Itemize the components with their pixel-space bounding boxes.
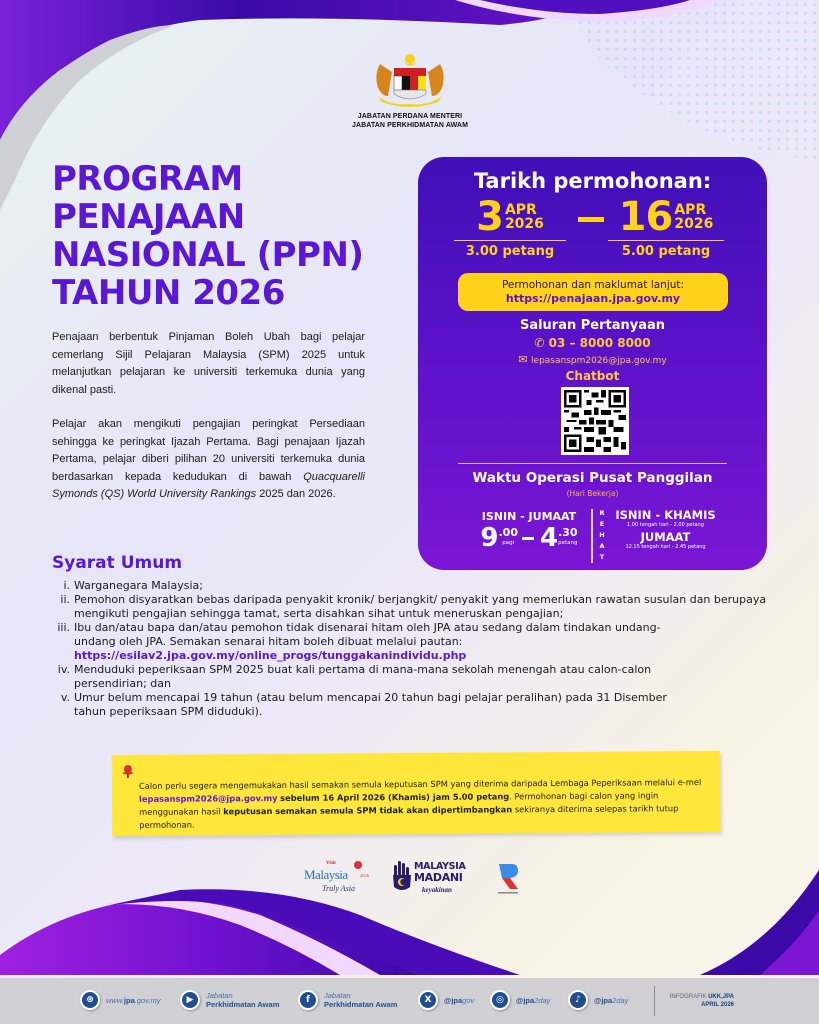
tiktok-handle-suffix: 2day	[612, 995, 629, 1005]
operating-days: ISNIN - JUMAAT	[481, 510, 577, 523]
item-number: iv.	[57, 663, 70, 676]
madani-hand-icon	[392, 861, 412, 891]
item-text: Umur belum mencapai 19 tahun (atau belum mencapai 20 tahun bagi pelajar peralihan) pada 31 Disember tahun peperiksaan SPM diduduki).	[74, 691, 667, 718]
break-hours	[608, 509, 723, 551]
intro-p2-end: 2025 dan 2026.	[256, 488, 336, 500]
intro-paragraph-2	[52, 416, 365, 504]
application-info-card	[418, 157, 767, 570]
infographic-credit	[662, 993, 734, 1009]
date-range-dash	[578, 217, 604, 222]
start-year: 2026	[504, 216, 544, 232]
globe-icon: ⊕	[80, 990, 100, 1010]
item-number: iii.	[57, 621, 70, 634]
rehat-letter: E	[599, 520, 605, 528]
list-item	[52, 593, 772, 621]
rehat-letter: T	[599, 553, 605, 561]
x-handle-suffix: gov	[462, 995, 475, 1005]
malaysia-madani-logo	[392, 859, 482, 903]
visit-malaysia-logo	[304, 861, 374, 901]
rehat-vertical-label	[598, 508, 606, 563]
item-number: v.	[60, 691, 70, 704]
start-date-line	[454, 240, 566, 241]
tiktok-handle-bold: @jpa	[594, 995, 613, 1005]
intro-p2-italic: Quacquarelli Symonds (QS) World University Rankings	[52, 470, 365, 500]
madani-tagline: keyakinan	[422, 886, 452, 894]
break1-days: ISNIN - KHAMIS	[615, 508, 716, 522]
application-url-link[interactable]: https://penajaan.jpa.gov.my	[505, 292, 681, 305]
important-note	[112, 751, 721, 836]
item-text: Ibu dan/atau bapa dan/atau pemohon tidak disenarai hitam oleh JPA atau sedang dalam tindakan undang-undang oleh JPA. Semakan senarai hitam boleh dibuat melalui pautan:	[74, 621, 661, 648]
youtube-line-1: Jabatan	[206, 991, 233, 1000]
facebook-line-1: Jabatan	[324, 991, 351, 1000]
page-title	[52, 160, 402, 312]
phone-icon: ✆	[534, 336, 549, 350]
footer-youtube[interactable]	[180, 990, 279, 1010]
break2-time: 12.15 tengah hari - 2.45 petang	[625, 544, 706, 550]
requirements-list	[52, 579, 772, 719]
facebook-line-2: Perkhidmatan Awam	[324, 1000, 398, 1009]
requirements-title: Syarat Umum	[52, 553, 183, 573]
truly-asia-text: Truly Asia	[322, 884, 355, 893]
partner-logos	[300, 855, 530, 905]
item-text: Menduduki peperiksaan SPM 2025 buat kali pertama di mana-mana sekolah menengah atau calon-calon persendirian; dan	[74, 663, 652, 690]
web-suffix: .gov.my	[134, 995, 161, 1005]
open-hour: 9	[480, 523, 499, 553]
close-minute: .30	[558, 526, 578, 539]
start-time: 3.00 petang	[465, 244, 555, 259]
footer-tiktok[interactable]	[568, 990, 628, 1010]
start-month: APR	[504, 202, 537, 218]
government-crest	[351, 52, 469, 130]
visit-malaysia-text: Malaysia	[304, 867, 348, 882]
title-line-1: PROGRAM	[52, 159, 243, 199]
mail-icon: ✉	[518, 353, 532, 366]
flower-icon	[354, 861, 362, 869]
note-part: Calon perlu segera mengemukakan hasil semakan semula keputusan SPM yang diterima daripada Lembaga Peperiksaan melalui e-mel	[138, 777, 702, 791]
list-item	[52, 621, 772, 663]
x-handle-bold: @jpa	[444, 995, 463, 1005]
title-line-3: NASIONAL (PPN)	[52, 235, 364, 275]
item-number: ii.	[60, 593, 70, 606]
open-minute: .00	[498, 526, 518, 539]
ig-handle-bold: @jpa	[516, 995, 535, 1005]
item-text: Warganegara Malaysia;	[74, 579, 203, 592]
end-date	[608, 194, 724, 259]
madani-line-2: MADANI	[414, 871, 463, 884]
open-period: pagi	[502, 540, 515, 546]
footer-separator	[654, 986, 655, 1016]
note-part: . Permohonan bagi calon yang ingin menggunakan hasil	[139, 790, 659, 817]
crest-line-2: JABATAN PERKHIDMATAN AWAM	[351, 122, 469, 129]
qr-code-icon	[564, 390, 626, 452]
item-text: Pemohon disyaratkan bebas daripada penyakit kronik/ berjangkit/ penyakit yang memerlukan rawatan susulan dan berupaya mengikuti pengajian sehingga tamat, serta disahkan sihat untuk meneruskan pengajian;	[74, 593, 767, 620]
blacklist-check-link[interactable]: https://esilav2.jpa.gov.my/online_progs/tunggakanindividu.php	[74, 649, 467, 662]
start-date	[454, 194, 566, 259]
chatbot-label: Chatbot	[565, 369, 620, 383]
title-line-2: PENAJAAN	[52, 197, 245, 237]
hours-dash	[522, 537, 534, 540]
application-link-box[interactable]	[458, 273, 728, 311]
intro-text	[52, 329, 365, 521]
break2-days: JUMAAT	[640, 530, 691, 544]
operating-hours	[470, 510, 588, 551]
end-day: 16	[618, 194, 673, 240]
hours-separator	[591, 509, 593, 563]
rehat-letter: R	[599, 509, 605, 517]
note-text	[139, 776, 709, 832]
break1-time: 1.00 tengah hari - 2.00 petang	[627, 522, 704, 528]
web-bold: jpa	[123, 995, 135, 1005]
item-number: i.	[63, 579, 70, 592]
intro-p2-text: Pelajar akan mengikuti pengajian peringkat Persediaan sehingga ke peringkat Ijazah Pertama. Bagi penajaan Ijazah Pertama, pelajar diberi pilihan 20 universiti terkemuka dunia berdasarkan kepada kedudukan di bawah	[52, 418, 365, 483]
instagram-icon: ◎	[490, 990, 510, 1010]
x-twitter-icon: X	[418, 990, 438, 1010]
visit-text: Visit	[326, 861, 336, 866]
pushpin-icon	[122, 765, 134, 779]
title-line-4: TAHUN 2026	[52, 273, 285, 313]
rehat-letter: H	[599, 531, 605, 539]
card-divider	[458, 463, 727, 464]
list-item	[52, 691, 772, 719]
note-warning: keputusan semakan semula SPM tidak akan dipertimbangkan	[223, 804, 513, 817]
email-text: lepasanspm2026@jpa.gov.my	[531, 356, 667, 366]
inquiry-title: Saluran Pertanyaan	[519, 318, 666, 333]
link-label: Permohonan dan maklumat lanjut:	[501, 279, 685, 291]
visit-year: 2026	[360, 873, 369, 878]
operations-subtitle: (Hari Bekerja)	[566, 489, 619, 498]
ig-handle-suffix: 2day	[534, 995, 551, 1005]
note-part: sekiranya diterima selepas tarikh tutup permohonan.	[139, 803, 679, 830]
inquiry-email[interactable]	[418, 353, 767, 366]
youtube-line-2: Perkhidmatan Awam	[206, 1000, 280, 1009]
start-day: 3	[476, 194, 503, 240]
rehat-letter: A	[599, 542, 605, 550]
operations-title: Waktu Operasi Pusat Panggilan	[472, 470, 713, 486]
close-hour: 4	[540, 523, 559, 553]
credit-org: UKK,JPA	[708, 994, 734, 1000]
phone-number[interactable]	[418, 336, 767, 350]
end-date-line	[608, 240, 724, 241]
web-prefix: www.	[106, 995, 124, 1005]
list-item	[52, 579, 772, 593]
chatbot-qr-code[interactable]	[561, 387, 629, 455]
end-time: 5.00 petang	[621, 244, 711, 259]
phone-text: 03 – 8000 8000	[548, 336, 651, 350]
close-period: petang	[558, 540, 578, 546]
madani-line-1: MALAYSIA	[414, 861, 466, 872]
note-deadline: sebelum 16 April 2026 (Khamis) jam 5.00 petang	[280, 791, 510, 803]
youtube-icon: ▶	[180, 990, 200, 1010]
footer-bar	[0, 978, 819, 1024]
reformasi-logo-icon	[496, 861, 520, 897]
facebook-icon: f	[298, 990, 318, 1010]
card-title: Tarikh permohonan:	[473, 169, 712, 193]
tiktok-icon: ♪	[568, 990, 588, 1010]
end-month: APR	[674, 202, 707, 218]
footer-website[interactable]	[80, 990, 160, 1010]
footer-facebook[interactable]	[298, 990, 397, 1010]
credit-label: INFOGRAFIK	[669, 994, 709, 1000]
footer-instagram[interactable]	[490, 990, 550, 1010]
coat-of-arms-icon	[370, 52, 450, 110]
crest-line-1: JABATAN PERDANA MENTERI	[357, 113, 463, 120]
list-item	[52, 663, 772, 691]
footer-x[interactable]	[418, 990, 474, 1010]
credit-date: APRIL 2026	[701, 1002, 734, 1008]
note-email-link[interactable]: lepasanspm2026@jpa.gov.my	[138, 792, 278, 804]
end-year: 2026	[674, 216, 714, 232]
intro-paragraph-1: Penajaan berbentuk Pinjaman Boleh Ubah bagi pelajar cemerlang Sijil Pelajaran Malaysia (SPM) 2025 untuk melanjutkan pelajaran ke universiti terkemuka dunia yang dikenal pasti.	[52, 331, 365, 396]
